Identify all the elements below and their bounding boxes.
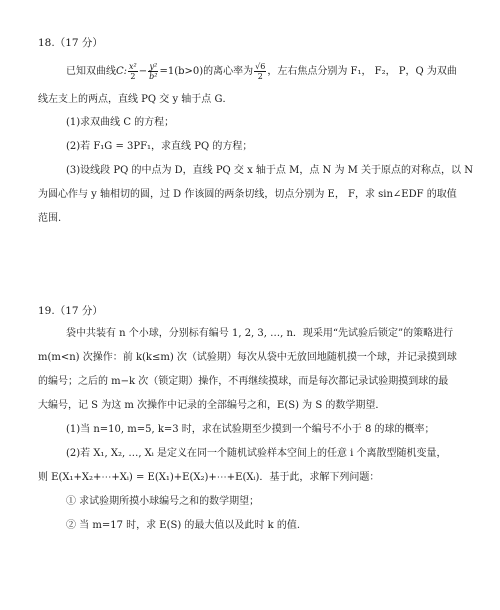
q18-stem-a: 已知双曲线 (66, 66, 116, 77)
q18-frac-y-num: y² (149, 62, 158, 71)
q18-curve-name: C: (116, 66, 128, 77)
q18-frac-x-num: x² (129, 62, 137, 71)
q18-stem-line1: 已知双曲线C: $\frac{\text{x²}}{2}$ − $\frac{\text{y²}}{\text{b²}}$ =1(b>0)的离心率为 $\frac{√6}{2}$ ，左右焦点分别为 F₁， F₂， P，Q 为双曲 (66, 62, 457, 81)
q19-sub2: ② 当 m=17 时，求 E(S) 的最大值以及此时 k 的值. (66, 520, 301, 531)
q18-stem-c: ，左右焦点分别为 F₁， F₂， P，Q 为双曲 (267, 66, 457, 77)
q18-frac-ecc-den: 2 (257, 72, 263, 81)
q19-sub1: ① 求试验期所摸小球编号之和的数学期望； (66, 496, 260, 507)
q18-frac-ecc-num: √6 (255, 62, 266, 71)
q19-part2-line2: 则 E(X₁+X₂+⋯+Xᵢ) = E(X₁)+E(X₂)+⋯+E(Xᵢ)．基于此，求解下列问题： (38, 472, 380, 483)
q18-part3-line2: 为圆心作与 y 轴相切的圆，过 D 作该圆的两条切线，切点分别为 E， F，求 sin∠EDF 的取值 (38, 189, 457, 200)
q19-line3: 的编号；之后的 m−k 次（锁定期）操作，不再继续摸球，而是每次都记录试验期摸到球的最 (38, 376, 449, 387)
q18-part3-line3: 范围. (38, 213, 62, 224)
q18-frac-y (148, 62, 158, 81)
q18-part3-line1: (3)设线段 PQ 的中点为 D，直线 PQ 交 x 轴于点 M，点 N 为 M 关于原点的对称点，以 N (66, 165, 473, 176)
q19-part2: (2)若 X₁, X₂, …, Xᵢ 是定义在同一个随机试验样本空间上的任意 i 个离散型随机变量， (66, 448, 447, 459)
q19-header: 19.（17 分） (38, 305, 103, 317)
q19-part1: (1)当 n=10, m=5, k=3 时，求在试验期至少摸到一个编号不小于 8 的球的概率； (66, 424, 435, 435)
q19-line2: m(m<n) 次操作：前 k(k≤m) 次（试验期）每次从袋中无放回地随机摸一个球，并记录摸到球 (38, 352, 457, 363)
q18-frac-x (128, 62, 138, 81)
q19-line4: 大编号，记 S 为这 m 次操作中记录的全部编号之和，E(S) 为 S 的数学期望． (38, 400, 386, 411)
q18-frac-x-den: 2 (130, 72, 136, 81)
q19-line1: 袋中共装有 n 个小球，分别标有编号 1, 2, 3, …, n．现采用“先试验后锁定”的策略进行 (66, 328, 454, 339)
q18-frac-y-den: b² (149, 72, 158, 81)
q18-frac-ecc (254, 62, 266, 81)
q18-part1: (1)求双曲线 C 的方程； (66, 117, 175, 128)
q18-header: 18.（17 分） (38, 37, 103, 49)
q18-part2: (2)若 F₁G = 3PF₁，求直线 PQ 的方程； (66, 141, 253, 152)
q18-stem-b: 的离心率为 (203, 66, 254, 77)
q18-stem-line2: 线左支上的两点，直线 PQ 交 y 轴于点 G． (38, 94, 233, 105)
q18-eq-tail: =1(b>0) (159, 66, 204, 77)
